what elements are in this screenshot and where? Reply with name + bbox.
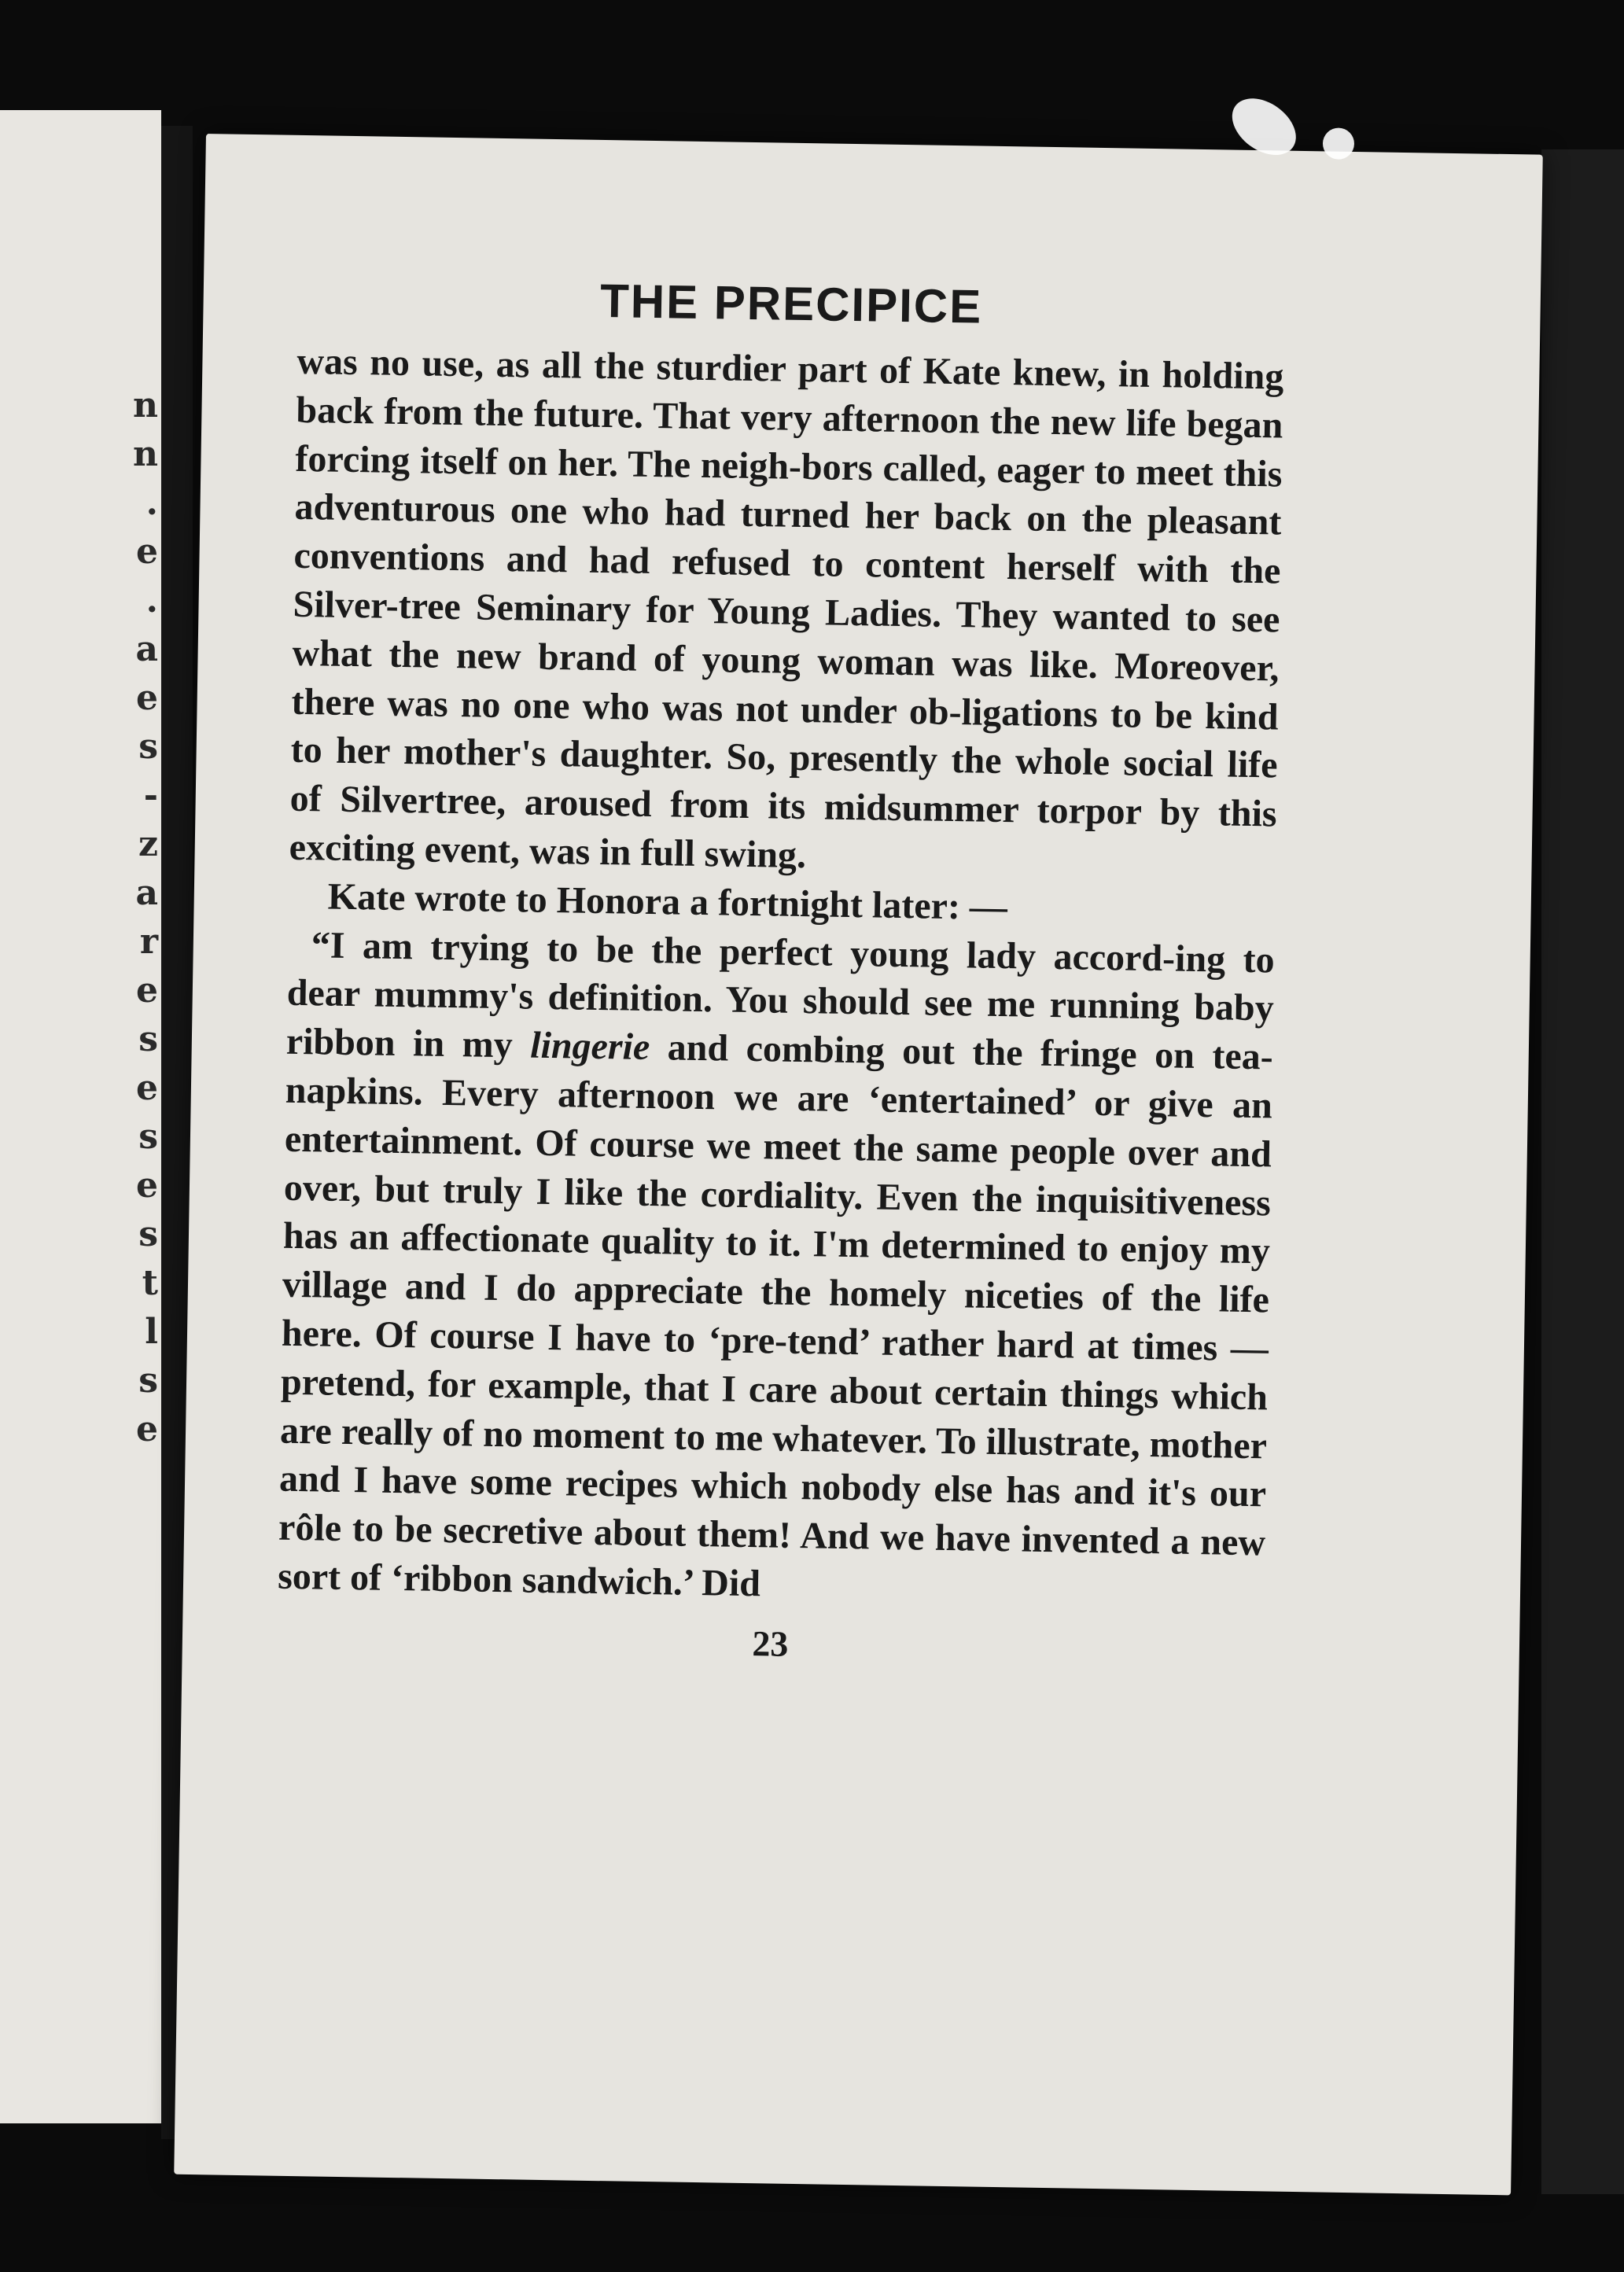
body-paragraph: was no use, as all the sturdier part of Kate knew, in holding back from the future. That very afternoon the new life began forcing itself on her. The neigh-bors called, eager to meet this adventurous one who had turned her back on the pleasant conventions and had refused to content herself with the Silver-tree Seminary for Young Ladies. They wanted to see what the new brand of young woman was like. Moreover, there was no one who was not under ob-ligations to be kind to her mother's daughter. So, presently the whole social life of Silvertree, aroused from its midsummer torpor by this exciting event, was in full swing.: [289, 340, 1284, 877]
page-number: 23: [752, 1622, 789, 1664]
running-head: THE PRECIPICE: [599, 274, 983, 333]
left-page-fragment: e: [136, 532, 158, 572]
left-page-fragment: a: [135, 629, 158, 669]
left-page-fragment: -: [143, 775, 158, 816]
left-page-edge: [0, 110, 161, 2123]
left-page-fragment: l: [145, 1312, 158, 1352]
page-text-block: [277, 269, 1286, 1672]
left-page-fragment: s: [138, 1214, 158, 1254]
left-page-fragment: e: [136, 1068, 158, 1108]
left-page-fragment: e: [136, 678, 158, 718]
letter-text: “I am trying to be the perfect young lady accord-ing to dear mummy's definition. You should see me running baby ribbon in my: [285, 923, 1276, 1066]
left-page-fragment: a: [135, 873, 158, 913]
left-page-fragment: n: [133, 385, 158, 425]
paper-fleck: [1221, 87, 1306, 166]
right-page-stack-edge: [1541, 149, 1624, 2194]
left-page-fragment: n: [133, 434, 158, 474]
left-page-fragment: r: [139, 922, 158, 962]
left-page-fragment: .: [145, 483, 158, 523]
paper-fleck: [1323, 127, 1355, 160]
letter-paragraph: [278, 920, 1275, 1616]
body-paragraph: Kate wrote to Honora a fortnight later: —: [327, 875, 1008, 928]
right-page: [174, 134, 1543, 2195]
left-page-fragment: s: [138, 1117, 158, 1157]
letter-text: and combing out the fringe on tea-napkins. Every afternoon we are ‘entertained’ or give an entertainment. Of course we meet the same people over and over, but truly I like the cordiality. Even the inquisitiveness has an affectionate quality to it. I'm determined to enjoy my village and I do appreciate the homely niceties of the life here. Of course I have to ‘pre-tend’ rather hard at times — pretend, for example, that I care about certain things which are really of no moment to me whatever. To illustrate, mother and I have some recipes which nobody else has and it's our rôle to be secretive about them! And we have invented a new sort of ‘ribbon sandwich.’ Did: [277, 1026, 1274, 1605]
left-page-fragment: e: [136, 1409, 158, 1449]
left-page-fragment: t: [142, 1263, 158, 1303]
left-page-fragment: z: [138, 824, 158, 864]
left-page-fragment: .: [145, 580, 158, 620]
left-page-fragment: s: [138, 1361, 158, 1401]
left-page-fragment: e: [136, 970, 158, 1011]
left-page-fragment: e: [136, 1165, 158, 1206]
left-page-fragment: s: [138, 1019, 158, 1059]
letter-italic-word: lingerie: [529, 1024, 650, 1069]
left-page-fragment: s: [138, 727, 158, 767]
